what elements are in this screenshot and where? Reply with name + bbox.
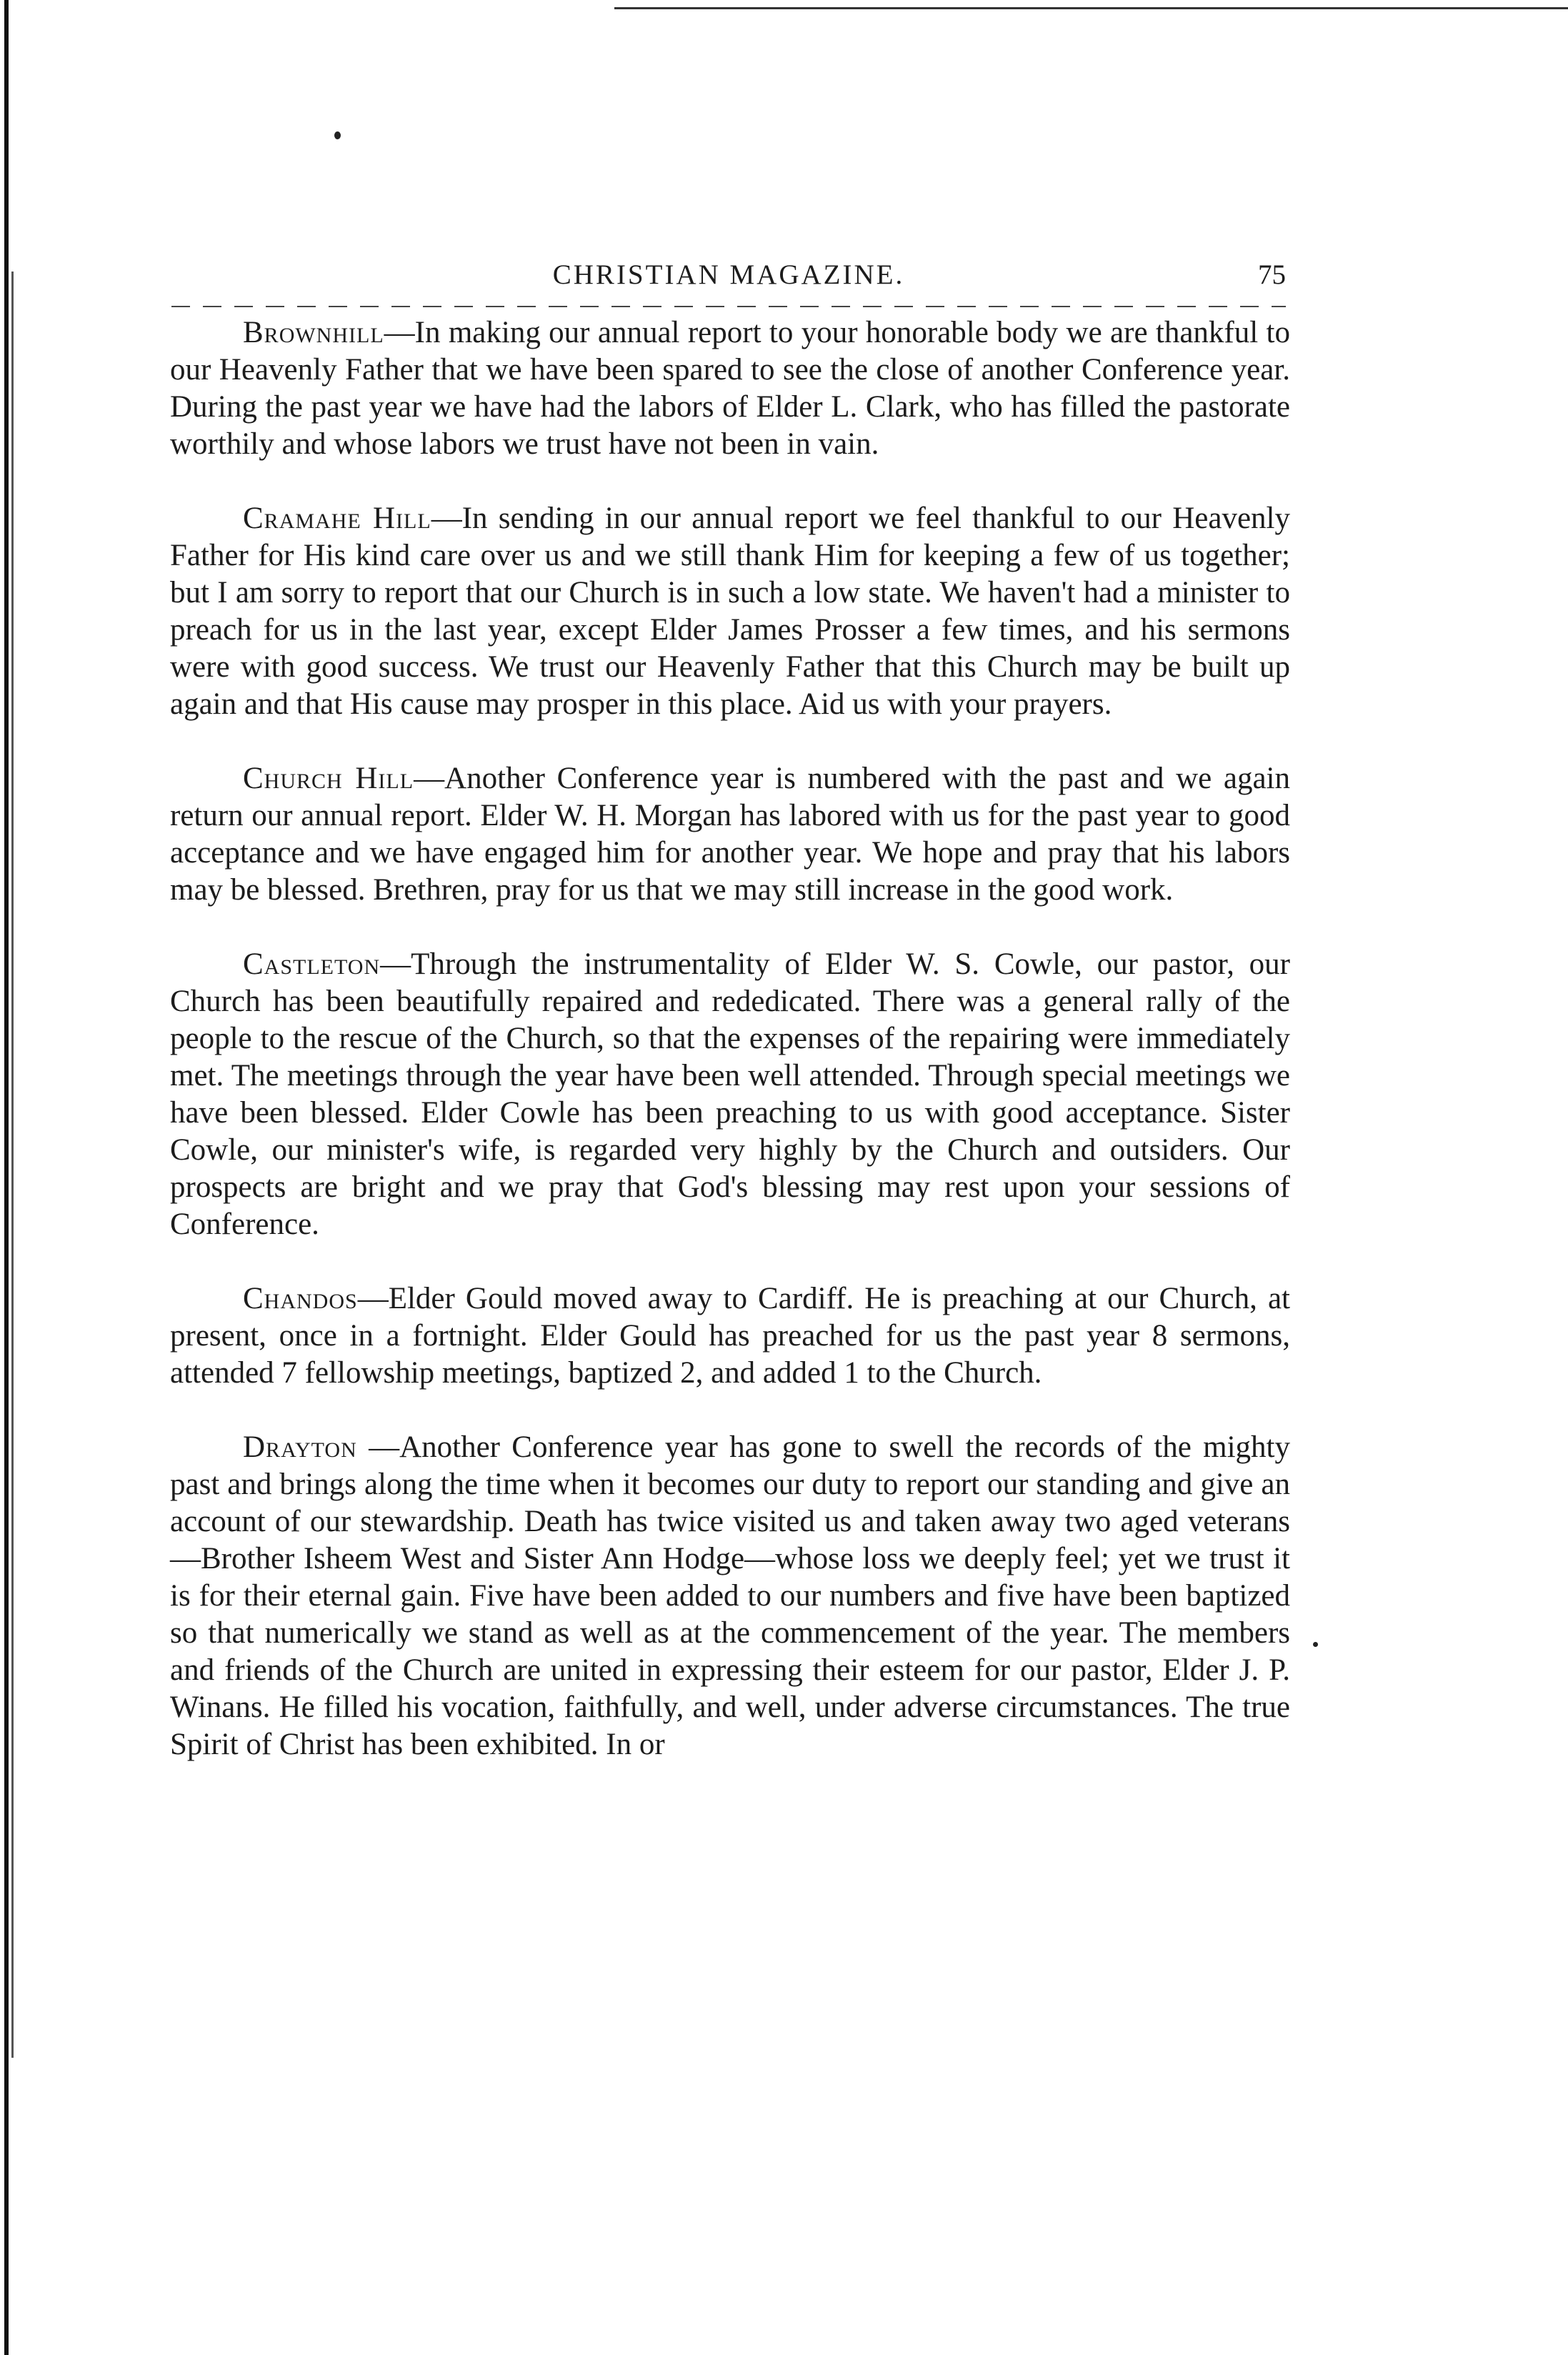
report-paragraph-brownhill — [170, 314, 1290, 463]
paragraph-text: —In making our annual report to your honorable body we are thankful to our Heavenly Father that we have been spared to see the close of another Conference year. During the past year we have had the labors of Elder L. Clark, who has filled the pastorate worthily and whose labors we trust have not been in vain. — [170, 316, 1290, 461]
paragraph-text: —Elder Gould moved away to Cardiff. He is preaching at our Church, at present, once in a fortnight. Elder Gould has preached for us the past year 8 sermons, attended 7 fellowship meetings, baptized 2, and added 1 to the Church. — [170, 1282, 1290, 1390]
paragraph-text: —Through the instrumentality of Elder W. S. Cowle, our pastor, our Church has been beautifully repaired and rededicated. There was a general rally of the people to the rescue of the Church, so that the expenses of the repairing were immediately met. The meetings through the year have been well attended. Through special meetings we have been blessed. Elder Cowle has been preaching to us with good acceptance. Sister Cowle, our minister's wife, is regarded very highly by the Church and outsiders. Our prospects are bright and we pray that God's blessing may rest upon your sessions of Conference. — [170, 947, 1290, 1241]
binding-shadow — [11, 272, 14, 2058]
ink-speck — [1313, 1642, 1318, 1647]
article-body — [170, 314, 1290, 1763]
report-paragraph-church-hill — [170, 760, 1290, 909]
page-header — [171, 254, 1286, 297]
paragraph-text: —In sending in our annual report we feel thankful to our Heavenly Father for His kind care over us and we still thank Him for keeping a few of us together; but I am sorry to report that our Church is in such a low state. We haven't had a minister to preach for us in the last year, except Elder James Prosser a few times, and his sermons were with good success. We trust our Heavenly Father that this Church may be built up again and that His cause may prosper in this place. Aid us with your prayers. — [170, 502, 1290, 721]
paragraph-lead: Cramahe Hill — [243, 502, 431, 535]
paragraph-lead: Brownhill — [243, 316, 384, 349]
header-rule — [171, 306, 1286, 307]
binding-edge — [4, 0, 9, 2355]
paragraph-lead: Chandos — [243, 1282, 358, 1315]
report-paragraph-chandos — [170, 1280, 1290, 1392]
report-paragraph-cramahe-hill — [170, 500, 1290, 723]
report-paragraph-castleton — [170, 946, 1290, 1243]
paragraph-lead: Castleton — [243, 947, 381, 981]
running-title: CHRISTIAN MAGAZINE. — [552, 259, 905, 290]
ink-speck — [334, 131, 341, 139]
top-rule — [614, 7, 1568, 9]
page-number: 75 — [1258, 259, 1286, 290]
paragraph-lead: Church Hill — [243, 762, 414, 795]
report-paragraph-drayton — [170, 1429, 1290, 1763]
paragraph-text: —Another Conference year is numbered with the past and we again return our annual report. Elder W. H. Morgan has labored with us for the past year to good acceptance and we have engaged him for another year. We hope and pray that his labors may be blessed. Brethren, pray for us that we may still increase in the good work. — [170, 762, 1290, 907]
paragraph-text: —Another Conference year has gone to swell the records of the mighty past and brings along the time when it becomes our duty to report our standing and give an account of our stewardship. Death has twice visited us and taken away two aged veterans—Brother Isheem West and Sister Ann Hodge—whose loss we deeply feel; yet we trust it is for their eternal gain. Five have been added to our numbers and five have been baptized so that numerically we stand as well as at the commencement of the year. The members and friends of the Church are united in expressing their esteem for our pastor, Elder J. P. Winans. He filled his vocation, faithfully, and well, under adverse circumstances. The true Spirit of Christ has been exhibited. In or — [170, 1430, 1290, 1761]
paragraph-lead: Drayton — [243, 1430, 357, 1464]
